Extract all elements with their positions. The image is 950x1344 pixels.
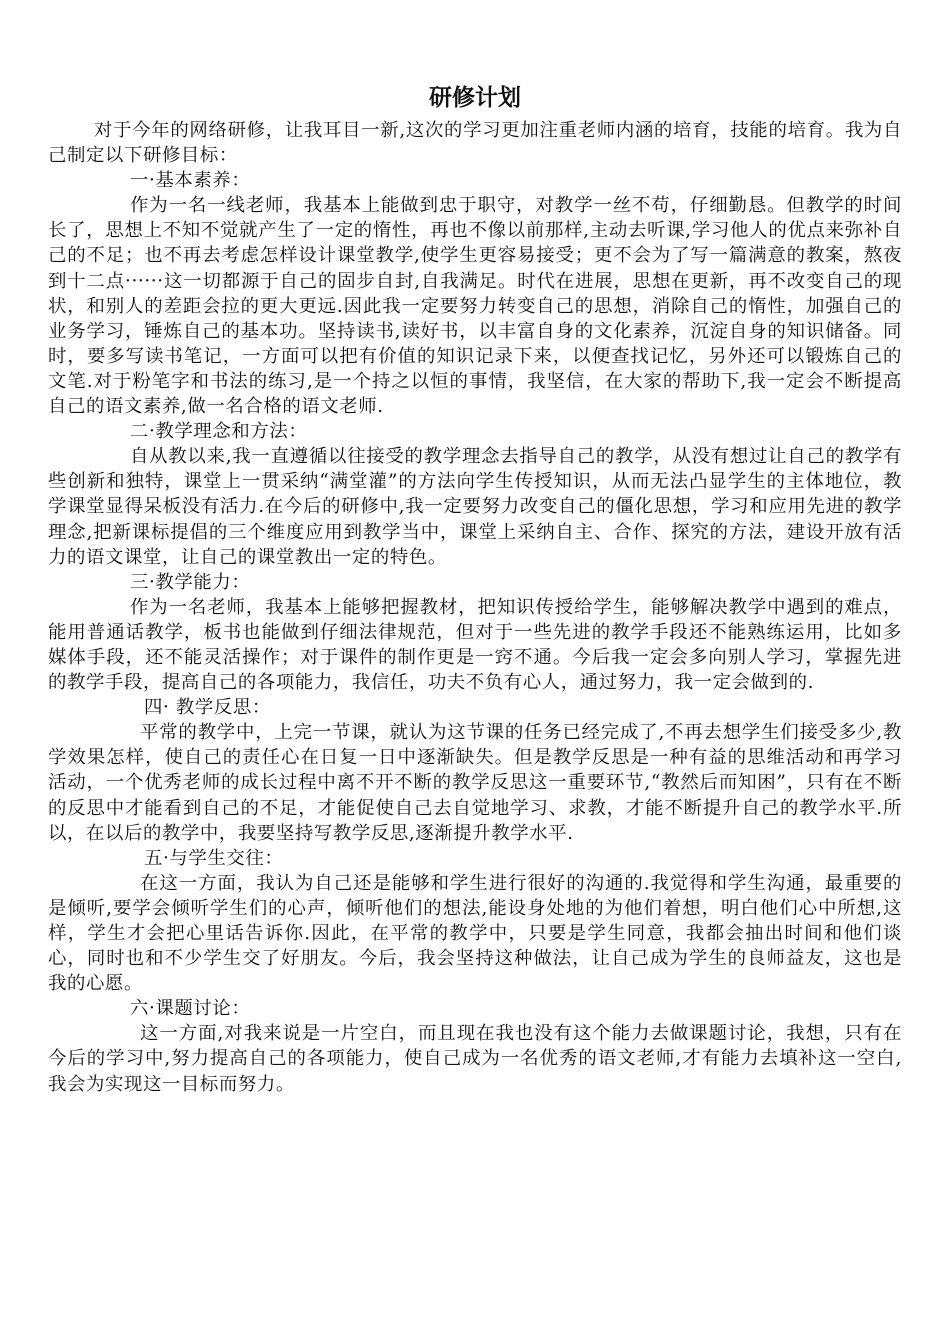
section-body-5: 在这一方面，我认为自己还是能够和学生进行很好的沟通的.我觉得和学生沟通，最重要的是倾听,要学会倾听学生们的心声，倾听他们的想法,能设身处地的为他们着想，明白他们心中所想,这样，学生才会把心里话告诉你.因此，在平常的教学中，只要是学生同意，我都会抽出时间和他们谈心，同时也和不少学生交了好朋友。今后，我会坚持这种做法，让自己成为学生的良师益友，这也是我的心愿。 [48, 872, 902, 995]
section-heading-4: 四· 教学反思： [144, 697, 271, 719]
section-heading-1: 一·基本素养： [130, 170, 251, 192]
section-heading-6: 六·课题讨论： [130, 998, 251, 1020]
section-body-2: 自从教以来,我一直遵循以往接受的教学理念去指导自己的教学，从没有想过让自己的教学有些创新和独特，课堂上一贯采纳“满堂灌”的方法向学生传授知识，从而无法凸显学生的主体地位，教学课堂显得呆板没有活力.在今后的研修中,我一定要努力改变自己的僵化思想，学习和应用先进的教学理念,把新课标提倡的三个维度应用到教学当中，课堂上采纳自主、合作、探究的方法，建设开放有活力的语文课堂，让自己的课堂教出一定的特色。 [48, 446, 902, 568]
page-title: 研修计划 [429, 85, 521, 111]
intro-paragraph: 对于今年的网络研修，让我耳目一新,这次的学习更加注重老师内涵的培育，技能的培育。我为自己制定以下研修目标： [48, 120, 902, 167]
section-heading-3: 三·教学能力： [130, 571, 251, 593]
section-body-3: 作为一名老师，我基本上能够把握教材，把知识传授给学生，能够解决教学中遇到的难点，能用普通话教学，板书也能做到仔细法律规范，但对于一些先进的教学手段还不能熟练运用，比如多媒体手段，还不能灵活操作；对于课件的制作更是一窍不通。今后我一定会多向别人学习，掌握先进的教学手段，提高自己的各项能力，我信任，功夫不负有心人，通过努力，我一定会做到的. [48, 596, 902, 694]
section-heading-5: 五·与学生交往： [144, 847, 284, 869]
section-body-1: 作为一名一线老师，我基本上能做到忠于职守，对教学一丝不苟，仔细勤恳。但教学的时间长了，思想上不知不觉就产生了一定的惰性，再也不像以前那样,主动去听课,学习他人的优点来弥补自己的不足；也不再去考虑怎样设计课堂教学,使学生更容易接受；更不会为了写一篇满意的教案，熬夜到十二点······这一切都源于自己的固步自封,自我满足。时代在进展，思想在更新，再不改变自己的现状，和别人的差距会拉的更大更远.因此我一定要努力转变自己的思想，消除自己的惰性，加强自己的业务学习，锤炼自己的基本功。坚持读书,读好书，以丰富自身的文化素养，沉淀自身的知识储备。同时，要多写读书笔记，一方面可以把有价值的知识记录下来，以便查找记忆，另外还可以锻炼自己的文笔.对于粉笔字和书法的练习,是一个持之以恒的事情，我坚信，在大家的帮助下,我一定会不断提高自己的语文素养,做一名合格的语文老师. [48, 195, 902, 418]
section-body-6: 这一方面,对我来说是一片空白，而且现在我也没有这个能力去做课题讨论，我想，只有在今后的学习中,努力提高自己的各项能力，使自己成为一名优秀的语文老师,才有能力去填补这一空白,我会为实现这一目标而努力。 [48, 1023, 902, 1095]
section-heading-2: 二·教学理念和方法： [130, 421, 308, 443]
section-body-4: 平常的教学中，上完一节课，就认为这节课的任务已经完成了,不再去想学生们接受多少,教学效果怎样，使自己的责任心在日复一日中逐渐缺失。但是教学反思是一种有益的思维活动和再学习活动，一个优秀老师的成长过程中离不开不断的教学反思这一重要环节,“教然后而知困”，只有在不断的反思中才能看到自己的不足，才能促使自己去自觉地学习、求教，才能不断提升自己的教学水平.所以，在以后的教学中，我要坚持写教学反思,逐渐提升教学水平. [48, 722, 902, 844]
